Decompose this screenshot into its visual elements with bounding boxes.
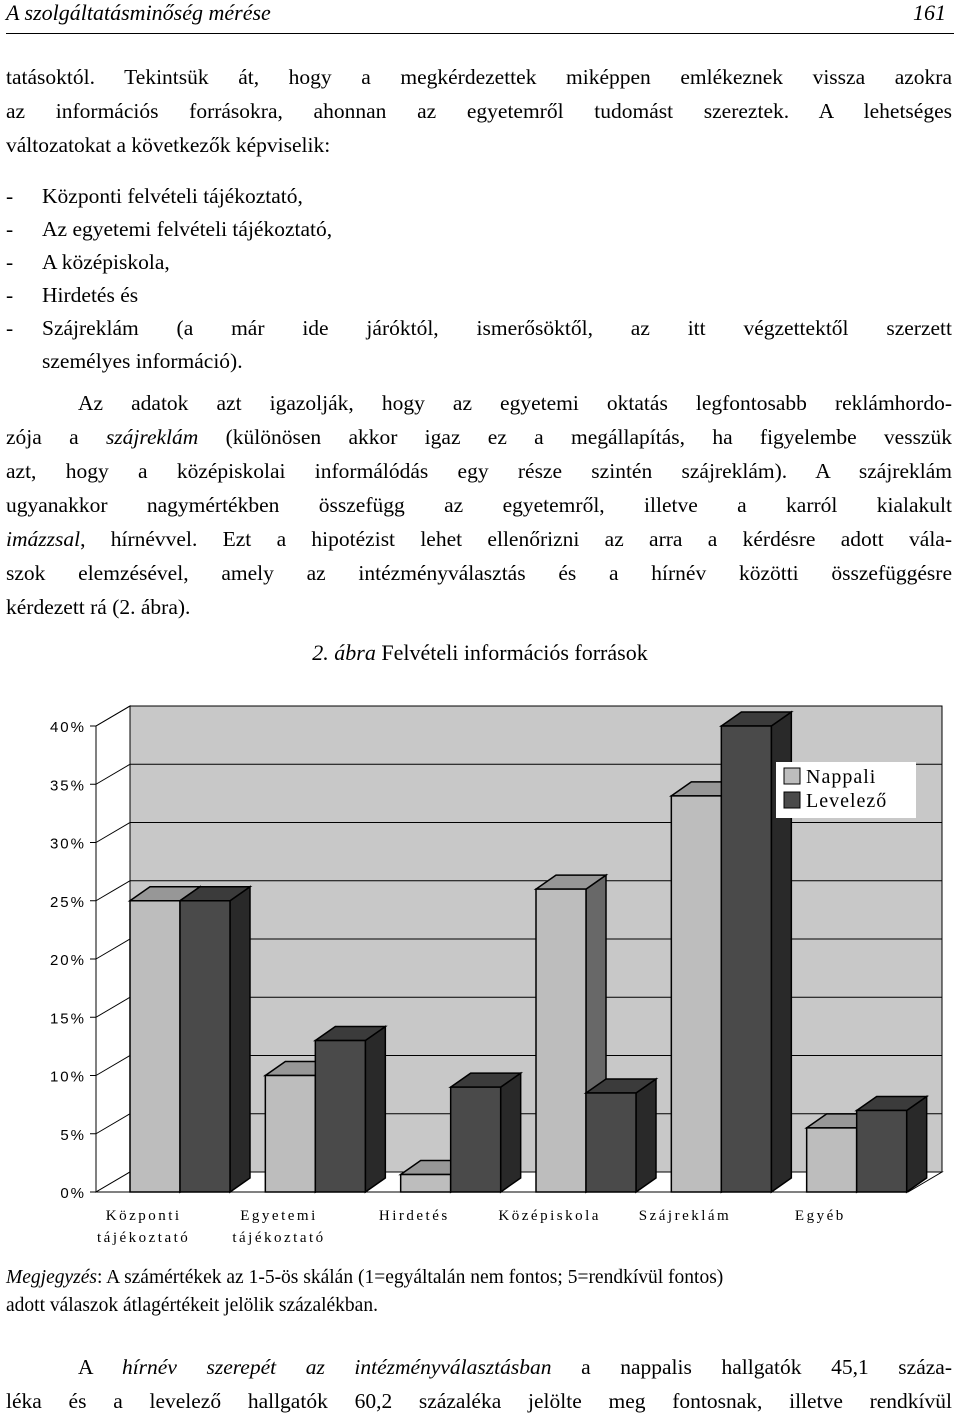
para2-line-7: kérdezett rá (2. ábra).	[6, 595, 191, 619]
bar-side	[636, 1079, 656, 1192]
bar	[671, 796, 721, 1192]
intro-line-1: tatásoktól. Tekintsük át, hogy a megkérdezettek miképpen emlékeznek vissza azokra	[6, 65, 952, 89]
x-tick-label: Hirdetés	[378, 1208, 450, 1224]
source-list	[6, 180, 952, 378]
figure-number: 2. ábra	[312, 640, 376, 665]
figure-note	[6, 1264, 952, 1320]
page-number: 161	[913, 0, 946, 25]
figure-title: Felvételi információs források	[375, 640, 648, 665]
bar	[721, 726, 771, 1192]
para2-line-3: azt, hogy a középiskolai informálódás egy része szintén szájreklám). A szájreklám	[6, 459, 952, 483]
list-item: - Az egyetemi felvételi tájékoztató,	[6, 217, 333, 241]
bottom-paragraph	[6, 1350, 952, 1418]
bar-side	[907, 1096, 927, 1192]
header-rule	[6, 33, 954, 34]
bottom-line-2: léka és a levelező hallgatók 60,2 százaléka jelölte meg fontosnak, illetve rendkívül	[6, 1389, 952, 1413]
list-item-continuation: személyes információ).	[42, 349, 243, 373]
list-item: - Szájreklám (a már ide járóktól, ismerősöktől, az itt végzettektől szerzett	[6, 316, 952, 340]
legend-label: Levelező	[806, 790, 888, 812]
bar	[180, 901, 230, 1192]
x-tick-label: Egyetemi	[240, 1208, 318, 1224]
bar-chart	[12, 690, 952, 1250]
list-item: - Központi felvételi tájékoztató,	[6, 184, 303, 208]
bar	[857, 1110, 907, 1192]
y-tick-label: 30%	[49, 835, 86, 853]
para2-line-6: szok elemzésével, amely az intézményválasztás és a hírnév közötti összefüggésre	[6, 561, 952, 585]
note-label: Megjegyzés	[6, 1267, 97, 1288]
intro-line-3: változatokat a következők képviselik:	[6, 133, 331, 157]
page-header	[0, 0, 960, 32]
y-tick-label: 10%	[49, 1068, 86, 1086]
x-tick-label: tájékoztató	[97, 1230, 191, 1246]
bar	[451, 1087, 501, 1192]
bar	[536, 889, 586, 1192]
x-tick-label: Középiskola	[498, 1208, 601, 1224]
bar	[586, 1093, 636, 1192]
bar	[401, 1175, 451, 1192]
y-tick-label: 40%	[49, 719, 86, 736]
x-tick-label: Központi	[105, 1208, 182, 1224]
figure-caption	[0, 640, 960, 666]
y-tick-label: 15%	[49, 1010, 86, 1028]
legend-swatch	[784, 792, 800, 808]
bar-side	[365, 1027, 385, 1192]
intro-line-2: az információs forrásokra, ahonnan az egyetemről tudomást szereztek. A lehetséges	[6, 99, 952, 123]
bar	[807, 1128, 857, 1192]
list-item: - A középiskola,	[6, 250, 170, 274]
bar	[315, 1041, 365, 1192]
x-tick-label: Szájreklám	[638, 1208, 732, 1224]
intro-paragraph	[6, 60, 952, 162]
note-line-2: adott válaszok átlagértékeit jelölik százalékban.	[6, 1295, 378, 1316]
para2-line-5: imázzsal, hírnévvel. Ezt a hipotézist lehet ellenőrizni az arra a kérdésre adott vála-	[6, 527, 952, 551]
note-text: : A számértékek az 1-5-ös skálán (1=egyáltalán nem fontos; 5=rendkívül fontos)	[96, 1267, 724, 1288]
body-paragraph-2	[6, 386, 952, 624]
y-tick-label: 5%	[60, 1126, 86, 1144]
para2-line-4: ugyanakkor nagymértékben összefügg az egyetemről, illetve a karról kialakult	[6, 493, 952, 517]
y-tick-label: 35%	[49, 777, 86, 795]
bar-side	[230, 887, 250, 1192]
y-tick-label: 25%	[49, 893, 86, 911]
para2-line-2: zója a szájreklám (különösen akkor igaz ez a megállapítás, ha figyelembe vesszük	[6, 425, 952, 449]
x-tick-label: Egyéb	[794, 1208, 846, 1224]
bar	[130, 901, 180, 1192]
bottom-line-1: A hírnév szerepét az intézményválasztásban a nappalis hallgatók 45,1 száza-	[78, 1355, 952, 1379]
legend-swatch	[784, 768, 800, 784]
running-title: A szolgáltatásminőség mérése	[6, 0, 271, 25]
bar	[265, 1076, 315, 1193]
x-tick-label: tájékoztató	[232, 1230, 326, 1246]
legend-label: Nappali	[806, 766, 877, 788]
bar-side	[501, 1073, 521, 1192]
y-tick-label: 0%	[60, 1185, 86, 1202]
list-item: - Hirdetés és	[6, 283, 139, 307]
y-tick-label: 20%	[49, 952, 86, 969]
para2-line-1: Az adatok azt igazolják, hogy az egyetemi oktatás legfontosabb reklámhordo-	[78, 391, 952, 415]
